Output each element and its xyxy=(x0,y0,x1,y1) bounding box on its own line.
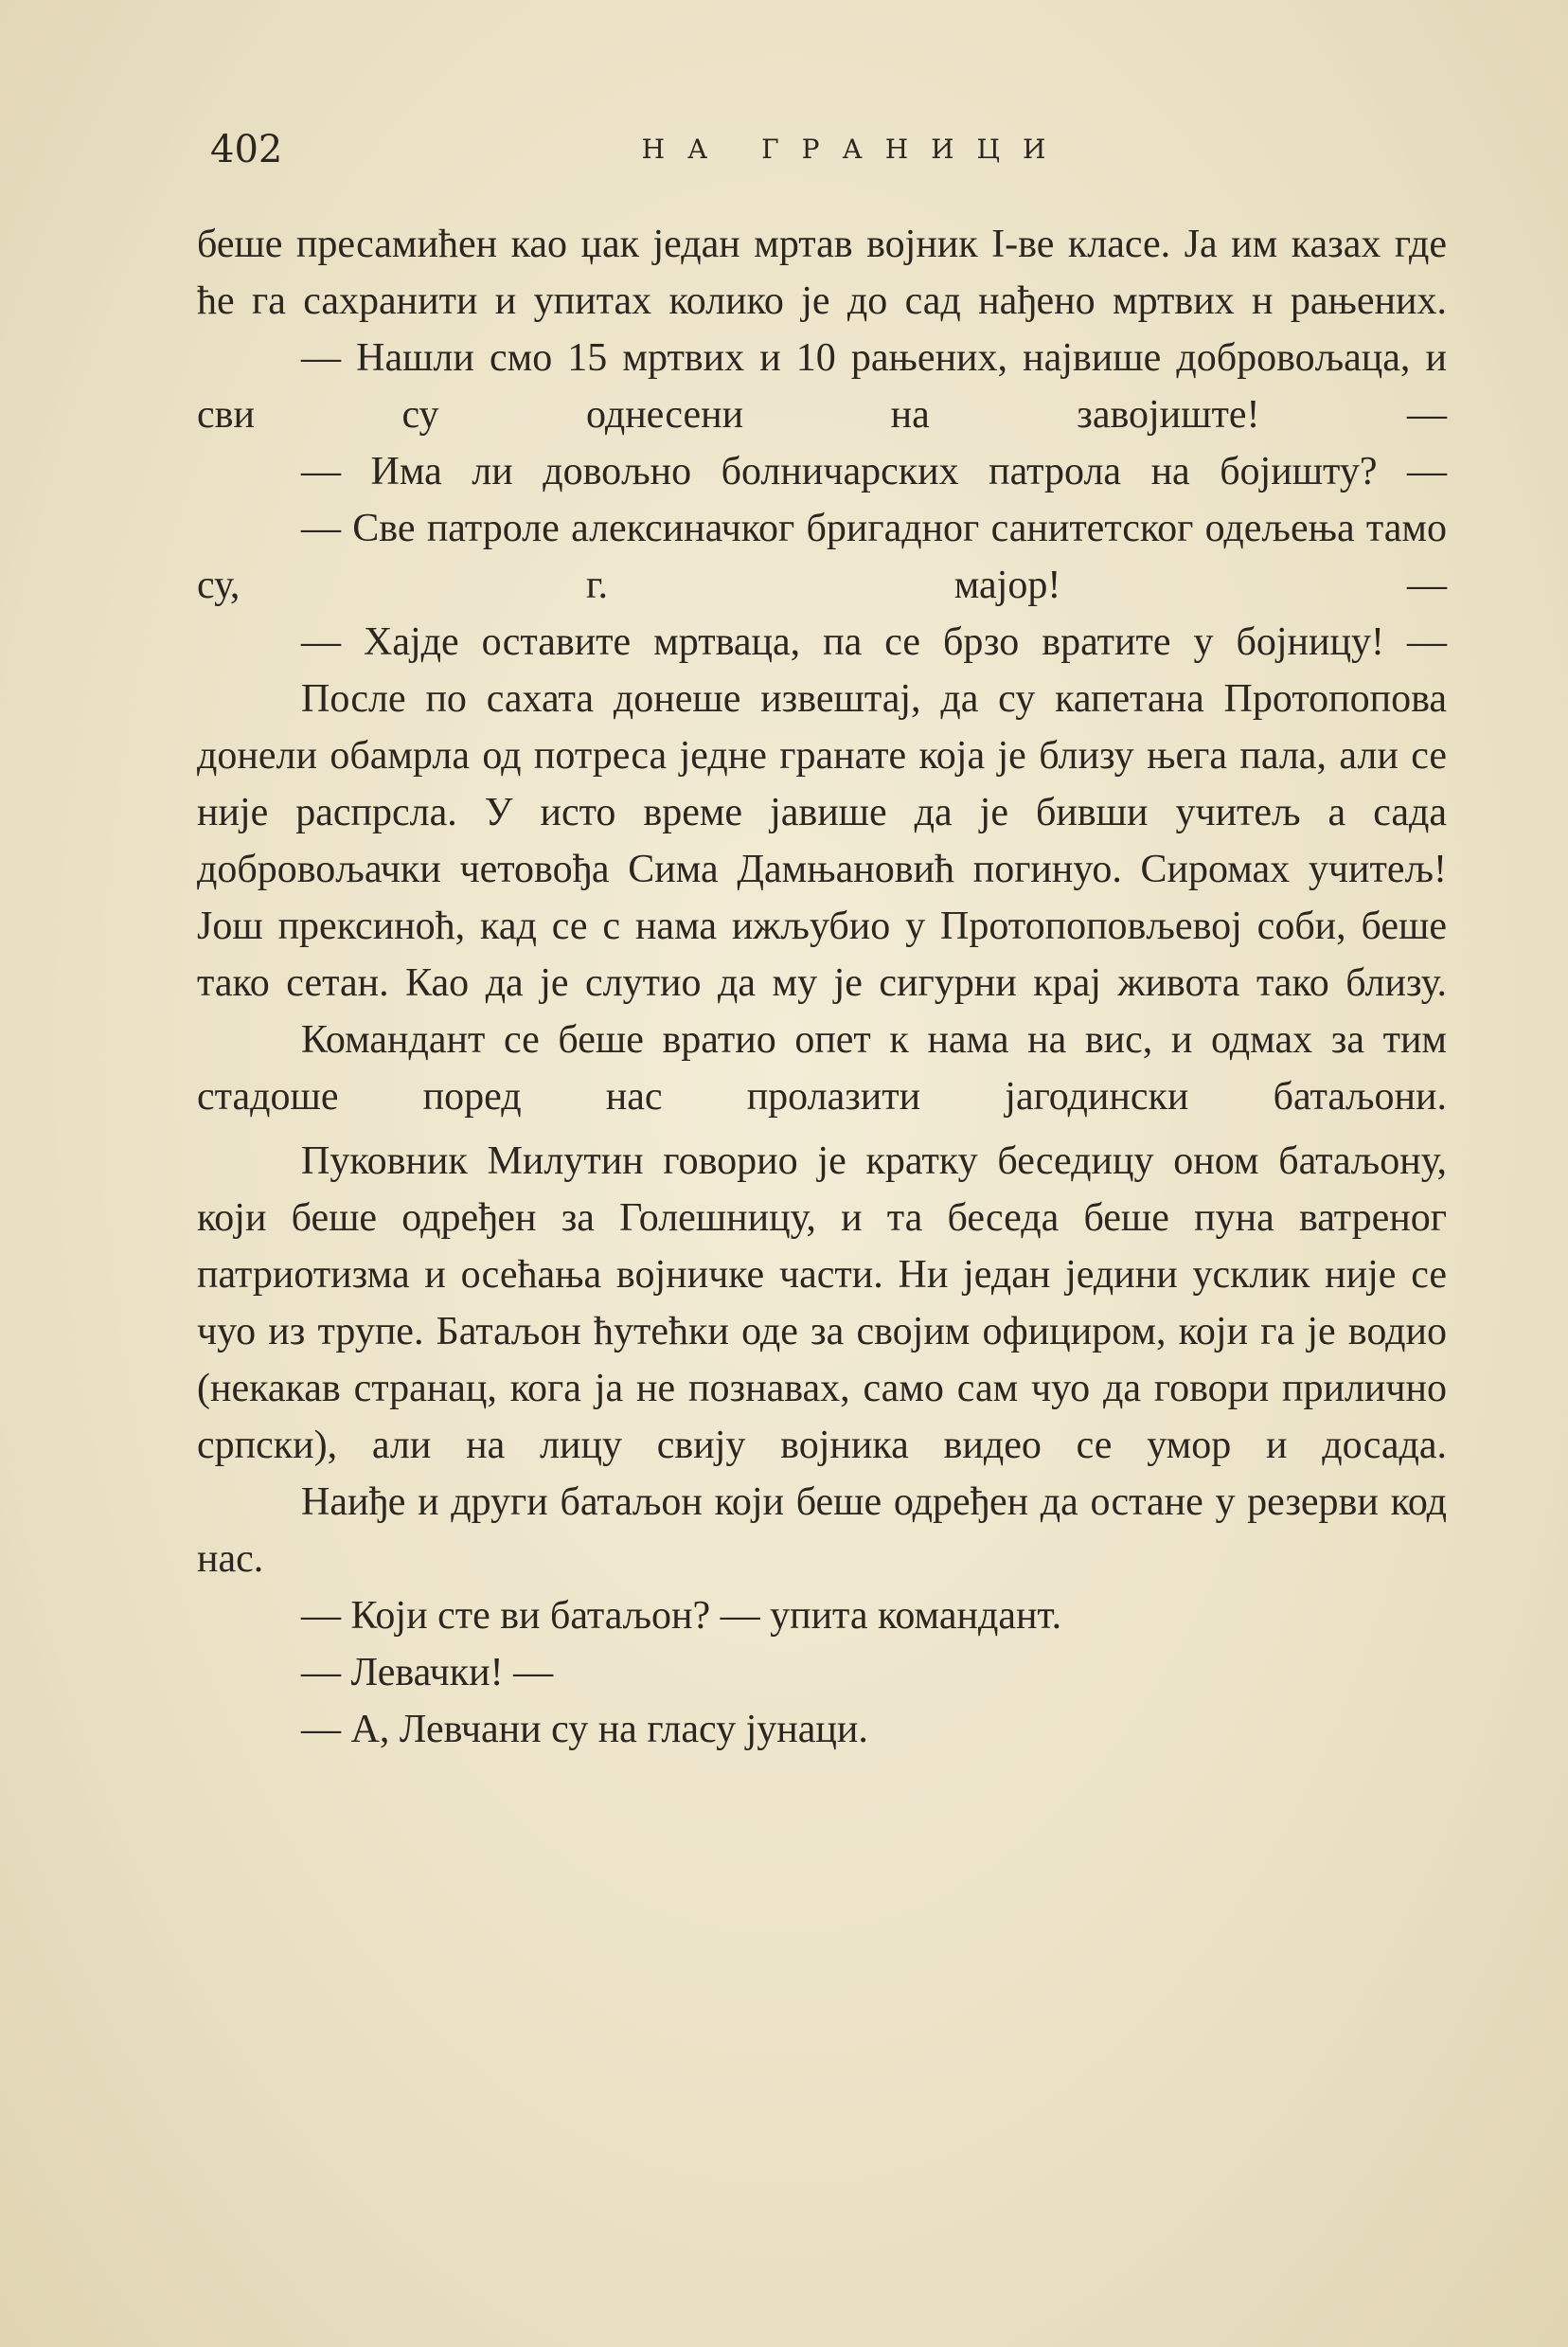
paragraph-commander: Командант се беше вратио опет к нама на вис, и одмах за тим стадоше поред нас пролазити јагодински батаљони. xyxy=(197,1018,1447,1119)
paragraph-continued: беше пресамићен као џак један мртав војник I-ве класе. Ја им казах где ће га сахранити и упитах колико је до сад нађено мртвих н рањених. xyxy=(197,223,1447,323)
running-head: НА ГРАНИЦИ xyxy=(641,134,1069,165)
paragraph-dialogue: — Има ли довољно болничарских патрола на бојишту? — xyxy=(301,450,1447,493)
paragraph-dialogue: — Хајде оставите мртваца, па се брзо вратите у бојницу! — xyxy=(301,620,1447,664)
paragraph-dialogue: — Нашли смо 15 мртвих и 10 рањених, највише добровољаца, и сви су однесени на завојиште! — xyxy=(197,336,1447,437)
paragraph-report: После по сахата донеше извештај, да су капетана Протопопова донели обамрла од потреса једне гранате која је близу њега пала, али се није распрсла. У исто време јавише да је бивши учитељ а сада добровољачки четовођа Сима Дамњановић погинуо. Сиромах учитељ! Још прексиноћ, кад се с нама ижљубио у Протопоповљевој соби, беше тако сетан. Као да је слутио да му је сигурни крај живота тако близу. xyxy=(197,677,1447,1005)
paragraph-reserve: Наиђе и други батаљон који беше одређен да остане у резерви код нас. xyxy=(197,1480,1447,1581)
paragraph-dialogue: — Све патроле алексиначког бригадног санитетског одељења тамо су, г. мајор! — xyxy=(197,507,1447,607)
paragraph-dialogue: — Који сте ви батаљон? — упита командант. xyxy=(301,1594,1062,1638)
page-number: 402 xyxy=(210,128,283,171)
page-header xyxy=(197,121,1456,178)
paragraph-speech: Пуковник Милутин говорио је кратку беседицу оном батаљону, који беше одређен за Голешницу, и та беседа беше пуна ватреног патриотизма и осећања војничке части. Ни један једини усклик није се чуо из трупе. Батаљон ћутећки оде за својим официром, који га је водио (некакав странац, кога ја не познавах, само сам чуо да говори прилично српски), али на лицу свију војника видео се умор и досада. xyxy=(197,1139,1447,1467)
paragraph-dialogue: — Левачки! — xyxy=(301,1651,554,1694)
body-text xyxy=(197,216,1447,1758)
paragraph-dialogue: — А, Левчани су на гласу јунаци. xyxy=(301,1708,868,1751)
